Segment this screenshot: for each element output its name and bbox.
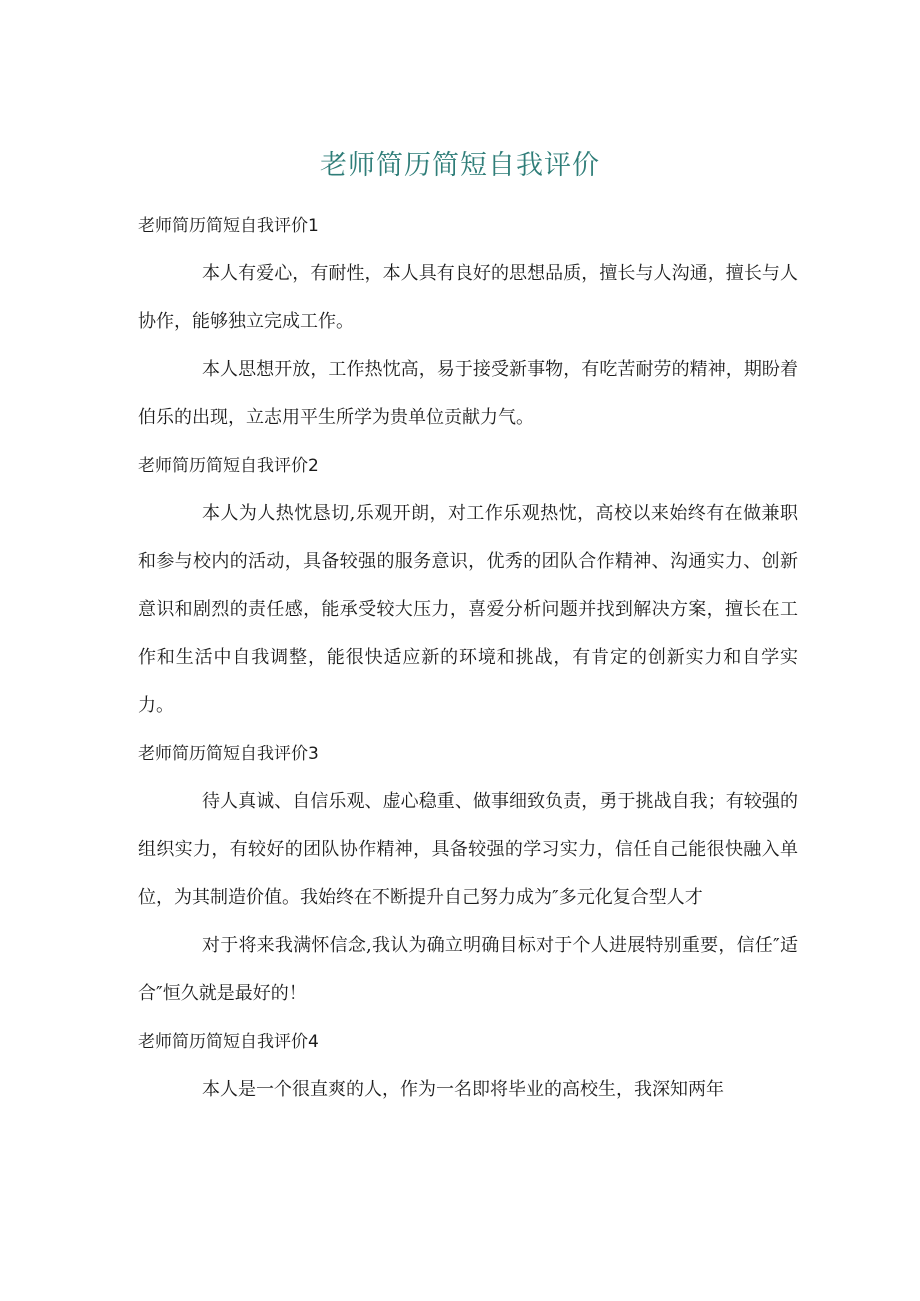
section-4-paragraph-1: 本人是一个很直爽的人，作为一名即将毕业的高校生，我深知两年 — [202, 1079, 724, 1100]
document-body — [138, 202, 798, 1114]
section-1-paragraph-2: 本人思想开放，工作热忱高，易于接受新事物，有吃苦耐劳的精神，期盼着伯乐的出现，立志用平生所学为贵单位贡献力气。 — [138, 359, 798, 428]
section-3-paragraph-1: 待人真诚、自信乐观、虚心稳重、做事细致负责，勇于挑战自我；有较强的组织实力，有较好的团队协作精神，具备较强的学习实力，信任自己能很快融入单位，为其制造价值。我始终在不断提升自己努力成为″多元化复合型人才 — [138, 791, 798, 908]
section-heading-3: 老师简历简短自我评价3 — [138, 744, 319, 764]
document-title: 老师简历简短自我评价 — [320, 150, 600, 181]
section-heading-1: 老师简历简短自我评价1 — [138, 216, 319, 236]
section-heading-2: 老师简历简短自我评价2 — [138, 456, 319, 476]
section-1-paragraph-1: 本人有爱心，有耐性，本人具有良好的思想品质，擅长与人沟通，擅长与人协作，能够独立完成工作。 — [138, 263, 798, 332]
section-heading-4: 老师简历简短自我评价4 — [138, 1032, 319, 1052]
section-3-paragraph-2: 对于将来我满怀信念,我认为确立明确目标对于个人进展特别重要，信任″适合″恒久就是最好的！ — [138, 935, 798, 1004]
section-2-paragraph-1: 本人为人热忱恳切,乐观开朗，对工作乐观热忱，高校以来始终有在做兼职和参与校内的活动，具备较强的服务意识，优秀的团队合作精神、沟通实力、创新意识和剧烈的责任感，能承受较大压力，喜爱分析问题并找到解决方案，擅长在工作和生活中自我调整，能很快适应新的环境和挑战，有肯定的创新实力和自学实力。 — [138, 503, 798, 716]
